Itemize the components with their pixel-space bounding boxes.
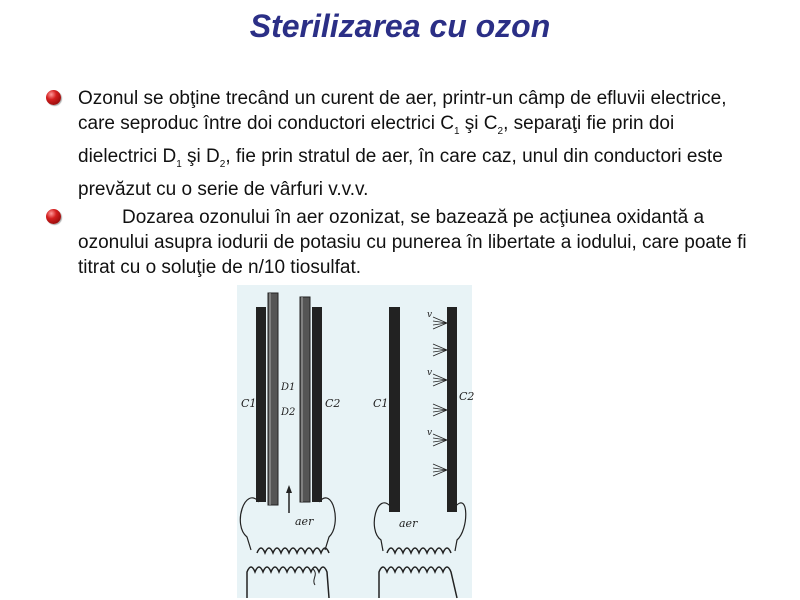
transformer-coil-bottom — [247, 567, 329, 598]
bullet-list — [46, 86, 754, 280]
text-run: , separaţi fie prin doi dielectrici D — [78, 113, 675, 167]
discharge-points — [433, 317, 447, 476]
text-run: , fie prin stratul de aer, în care caz, unul din conductori este prevăzut cu o serie de vârfuri v.v.v. — [78, 145, 723, 200]
transformer-coil-top — [387, 548, 451, 553]
text-run: şi C — [459, 113, 498, 134]
wire-left — [374, 503, 391, 551]
label-v: v — [427, 310, 433, 320]
label-air: aer — [399, 517, 418, 530]
arrow-head-icon — [286, 485, 292, 493]
subscript: 1 — [453, 125, 460, 137]
current-symbol-icon — [313, 569, 315, 585]
transformer-coil-bottom — [379, 567, 457, 598]
conductor-c2 — [447, 307, 457, 512]
label-c2: C2 — [325, 397, 341, 410]
label-air: aer — [295, 515, 314, 528]
transformer-coil-top — [257, 548, 329, 553]
bullet-icon — [46, 209, 61, 224]
list-item — [46, 86, 754, 202]
conductor-c1 — [256, 307, 266, 502]
paragraph-ozone-dosing — [78, 207, 747, 278]
subscript: 1 — [176, 158, 182, 170]
label-c1: C1 — [241, 397, 257, 410]
paragraph-ozone-production — [78, 88, 726, 200]
label-c1: C1 — [373, 397, 389, 410]
right-ozonizer — [373, 307, 474, 598]
subscript: 2 — [219, 158, 226, 170]
label-d2: D2 — [281, 407, 296, 418]
bullet-icon — [46, 90, 61, 105]
label-c2: C2 — [459, 390, 475, 403]
subscript: 2 — [497, 125, 504, 137]
text-run: Ozonul se obţine trecând un curent de aer, printr-un câmp de efluvii electrice, care seproduc între doi conductori electrici C — [78, 88, 727, 134]
wire-left — [240, 498, 259, 550]
text-run: şi D — [181, 145, 220, 167]
label-d1: D1 — [281, 382, 296, 393]
conductor-c2 — [312, 307, 322, 502]
text-run: Dozarea ozonului în aer ozonizat, se bazează pe acţiunea oxidantă a ozonului asupra iodurii de potasiu cu punerea în libertate a iodului, care poate fi titrat cu o soluţie de n/10 tiosulfat. — [78, 206, 747, 278]
slide-title: Sterilizarea cu ozon — [249, 8, 551, 44]
label-v: v — [427, 428, 433, 438]
label-v: v — [427, 368, 433, 378]
conductor-c1 — [389, 307, 400, 512]
list-item — [46, 205, 754, 280]
ozonizer-svg — [237, 285, 475, 598]
ozonizer-diagram — [237, 285, 475, 598]
wire-right — [319, 498, 335, 550]
left-ozonizer — [240, 293, 340, 598]
